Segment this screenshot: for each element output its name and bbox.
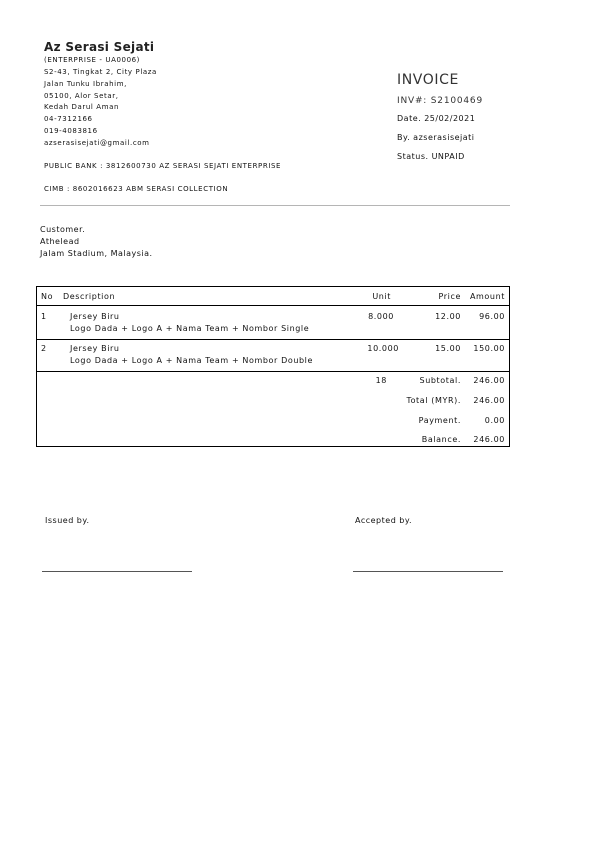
accepted-by-label: Accepted by. [355, 516, 413, 525]
issued-by-signature-line [42, 571, 192, 572]
company-address-line: 05100, Alor Setar, [44, 92, 119, 100]
company-name: Az Serasi Sejati [44, 40, 155, 54]
summary-label-subtotal: Subtotal. [419, 376, 461, 385]
summary-value-subtotal: 246.00 [473, 376, 505, 385]
table-divider [37, 305, 509, 306]
total-units: 18 [375, 376, 387, 385]
invoice-issuer: By. azserasisejati [397, 133, 475, 142]
item-unit: 10.000 [367, 344, 399, 353]
item-detail: Logo Dada + Logo A + Nama Team + Nombor Single [70, 324, 310, 333]
items-table [36, 286, 510, 447]
item-name: Jersey Biru [70, 312, 120, 321]
column-header-description: Description [63, 292, 116, 301]
item-amount: 96.00 [479, 312, 505, 321]
table-divider [37, 339, 509, 340]
item-amount: 150.00 [473, 344, 505, 353]
company-phone: 04-7312166 [44, 115, 93, 123]
table-divider [37, 371, 509, 372]
summary-label-balance: Balance. [421, 435, 461, 444]
row-number: 1 [41, 312, 47, 321]
item-unit: 8.000 [368, 312, 394, 321]
company-email: azserasisejati@gmail.com [44, 139, 150, 147]
company-address-line: Jalan Tunku Ibrahim, [44, 80, 127, 88]
column-header-unit: Unit [372, 292, 391, 301]
company-registration: (ENTERPRISE - UA0006) [44, 56, 141, 64]
summary-value-balance: 246.00 [473, 435, 505, 444]
column-header-no: No [41, 292, 54, 301]
item-price: 15.00 [435, 344, 461, 353]
issued-by-label: Issued by. [45, 516, 90, 525]
invoice-number: INV#: S2100469 [397, 96, 483, 106]
summary-value-payment: 0.00 [484, 416, 505, 425]
customer-address: Jalam Stadium, Malaysia. [40, 249, 153, 258]
company-address-line: Kedah Darul Aman [44, 103, 120, 111]
company-address-line: S2-43, Tingkat 2, City Plaza [44, 68, 157, 76]
summary-value-total: 246.00 [473, 396, 505, 405]
item-price: 12.00 [435, 312, 461, 321]
header-divider [40, 205, 510, 206]
summary-label-payment: Payment. [418, 416, 461, 425]
invoice-date: Date. 25/02/2021 [397, 114, 476, 123]
column-header-price: Price [438, 292, 461, 301]
bank-account-cimb: CIMB : 8602016623 ABM SERASI COLLECTION [44, 185, 229, 193]
summary-label-total: Total (MYR). [406, 396, 461, 405]
row-number: 2 [41, 344, 47, 353]
invoice-status: Status. UNPAID [397, 152, 465, 161]
bank-account-public: PUBLIC BANK : 3812600730 AZ SERASI SEJATI ENTERPRISE [44, 162, 282, 170]
column-header-amount: Amount [469, 292, 505, 301]
customer-name: Athelead [40, 237, 80, 246]
customer-label: Customer. [40, 225, 86, 234]
accepted-by-signature-line [353, 571, 503, 572]
item-name: Jersey Biru [70, 344, 120, 353]
item-detail: Logo Dada + Logo A + Nama Team + Nombor Double [70, 356, 314, 365]
company-mobile: 019-4083816 [44, 127, 98, 135]
invoice-title: INVOICE [397, 72, 459, 88]
